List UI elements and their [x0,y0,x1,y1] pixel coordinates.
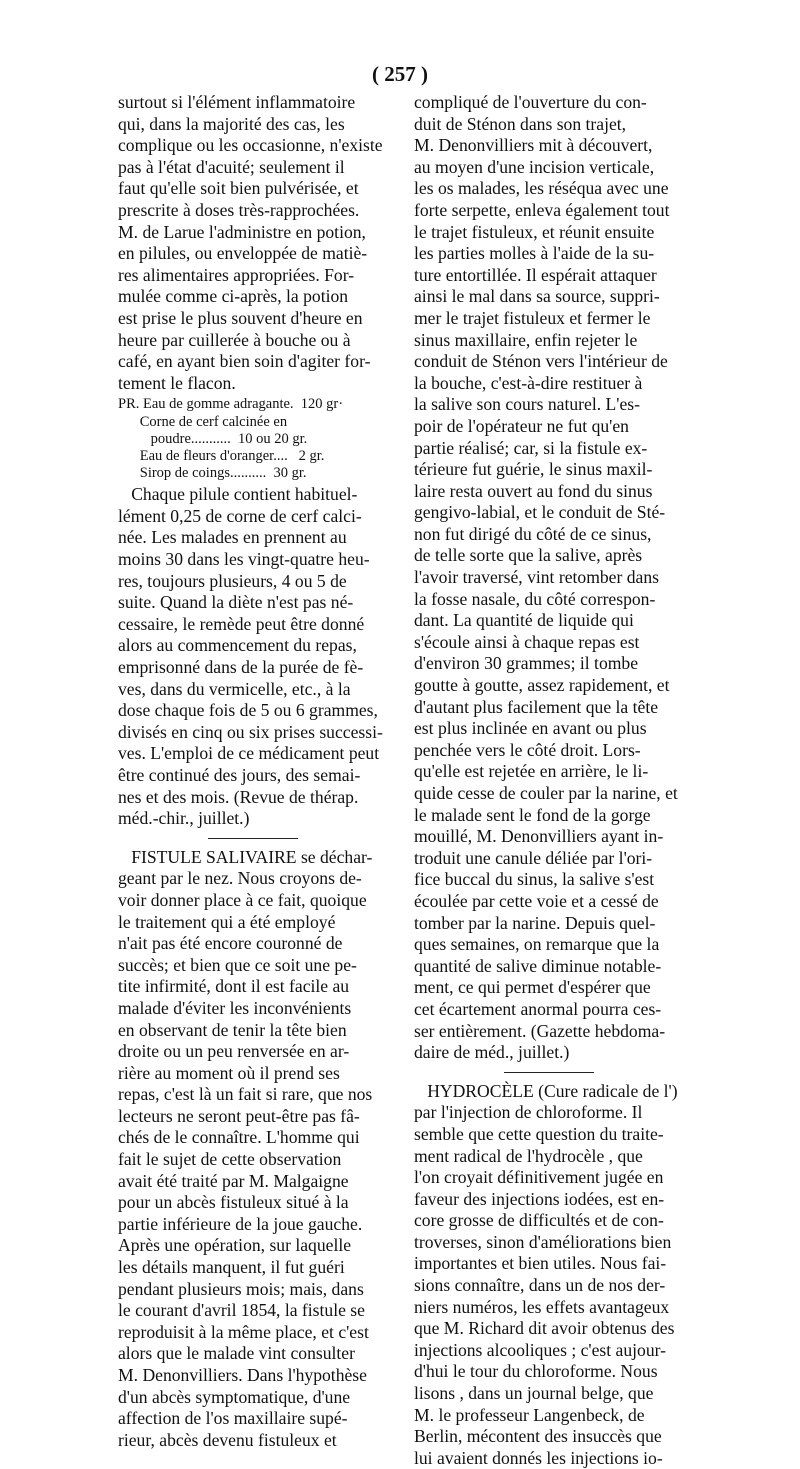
text-line: M. le professeur Langenbeck, de [414,1404,645,1425]
text-line: au moyen d'une incision verticale, [414,156,655,177]
text-line: chés de le connaître. L'homme qui [118,1127,360,1148]
text-line: l'on croyait définitivement jugée en [414,1167,664,1188]
text-line: malade d'éviter les inconvénients [118,997,352,1018]
text-line: ment radical de l'hydrocèle , que [414,1145,643,1166]
text-line: s'écoule ainsi à chaque repas est [414,631,640,652]
text-line: M. de Larue l'administre en potion, [118,221,366,242]
text-line: cessaire, le remède peut être donné [118,613,365,634]
text-line: moins 30 dans les vingt-quatre heu- [118,549,370,570]
text-line: M. Denonvilliers mit à découvert, [414,135,653,156]
text-line: FISTULE SALIVAIRE se déchar- [118,846,373,867]
page-number: ( 257 ) [372,62,428,86]
text-line: repas, c'est là un fait si rare, que nos [118,1084,373,1105]
text-line: res alimentaires appropriées. For- [118,264,355,285]
text-line: prescrite à doses très-rapprochées. [118,199,360,220]
text-line: écoulée par cette voie et a cessé de [414,890,659,911]
text-line: faut qu'elle soit bien pulvérisée, et [118,178,359,199]
text-line: rière au moment où il prend ses [118,1062,340,1083]
text-line: conduit de Sténon vers l'intérieur de [414,351,668,372]
recipe-formula [118,396,390,482]
text-line: sions connaître, dans un de nos der- [414,1275,666,1296]
text-line: voir donner place à ce fait, quoique [118,889,367,910]
text-line: n'ait pas été encore couronné de [118,933,343,954]
text-line: le malade sent le fond de la gorge [414,804,651,825]
text-line: alors que le malade vint consulter [118,1343,355,1364]
text-line: poudre........... 10 ou 20 gr. [118,430,308,447]
text-line: quide cesse de couler par la narine, et [414,783,678,803]
text-line: est prise le plus souvent d'heure en [118,307,363,328]
text-line: poir de l'opérateur ne fut qu'en [414,415,629,436]
text-line: nes et des mois. (Revue de thérap. [118,786,359,807]
text-line: res, toujours plusieurs, 4 ou 5 de [118,570,347,591]
text-line: tomber par la narine. Depuis quel- [414,912,656,933]
text-line: mouillé, M. Denonvilliers ayant in- [414,826,664,847]
text-line: d'hui le tour du chloroforme. Nous [414,1361,658,1382]
text-line: pour un abcès fistuleux situé à la [118,1192,349,1213]
text-line: divisés en cinq ou six prises successi- [118,721,383,742]
text-line: affection de l'os maxillaire supé- [118,1408,348,1429]
text-line: niers numéros, les effets avantageux [414,1296,670,1317]
paragraph-remedy [118,92,390,394]
text-line: faveur des injections iodées, est en- [414,1188,665,1209]
right-column [414,92,684,1469]
text-line: lément 0,25 de corne de cerf calci- [118,505,362,526]
text-line: par l'injection de chloroforme. Il [414,1102,643,1123]
text-line: qu'elle est rejetée en arrière, le li- [414,761,649,782]
text-line: partie inférieure de la joue gauche. [118,1213,363,1234]
text-line: laire resta ouvert au fond du sinus [414,480,653,501]
text-line: HYDROCÈLE (Cure radicale de l') [414,1080,678,1101]
text-line: lisons , dans un journal belge, que [414,1383,654,1404]
text-line: mulée comme ci-après, la potion [118,286,349,307]
article-hydrocele [414,1081,684,1469]
text-line: ques semaines, on remarque que la [414,934,660,955]
text-line: le trajet fistuleux, et réunit ensuite [414,221,655,242]
text-line: le traitement qui a été employé [118,911,336,932]
text-line: qui, dans la majorité des cas, les [118,113,345,134]
text-line: surtout si l'élément inflammatoire [118,92,356,112]
text-line: en pilules, ou enveloppée de matiè- [118,243,368,264]
text-line: fait le sujet de cette observation [118,1149,342,1170]
text-line: dant. La quantité de liquide qui [414,610,634,631]
text-line: de telle sorte que la salive, après [414,545,643,566]
text-line: core grosse de difficultés et de con- [414,1210,664,1231]
text-line: importantes et bien utiles. Nous fai- [414,1253,667,1274]
text-line: être continué des jours, des semai- [118,764,361,785]
text-line: quantité de salive diminue notable- [414,955,662,976]
text-line: penchée vers le côté droit. Lors- [414,739,641,760]
text-line: Eau de fleurs d'oranger.... 2 gr. [118,447,325,464]
text-line: heure par cuillerée à bouche ou à [118,329,351,350]
text-line: ture entortillée. Il espérait attaquer [414,264,657,285]
text-line: M. Denonvilliers. Dans l'hypothèse [118,1365,367,1385]
text-line: Après une opération, sur laquelle [118,1235,352,1256]
text-line: droite ou un peu renversée en ar- [118,1041,350,1062]
text-line: emprisonné dans de la purée de fè- [118,657,364,677]
text-line: geant par le nez. Nous croyons de- [118,868,362,889]
text-line: Sirop de coings.......... 30 gr. [118,465,307,482]
paragraph-operation [414,92,684,1064]
text-line: suite. Quand la diète n'est pas né- [118,592,354,613]
text-line: Corne de cerf calcinée en [118,413,288,430]
text-line: daire de méd., juillet.) [414,1042,570,1063]
text-line: sinus maxillaire, enfin rejeter le [414,329,638,350]
text-line: tite infirmité, dont il est facile au [118,976,350,997]
text-line: ves, dans du vermicelle, etc., à la [118,678,351,699]
text-line: ment, ce qui permet d'espérer que [414,977,651,998]
text-line: reproduisit à la même place, et c'est [118,1321,369,1342]
text-line: née. Les malades en prennent au [118,527,347,548]
text-line: cet écartement anormal pourra ces- [414,998,662,1019]
text-line: non fut dirigé du côté de ce sinus, [414,523,652,544]
text-line: forte serpette, enleva également tout [414,199,670,220]
text-line: ves. L'emploi de ce médicament peut [118,743,380,764]
text-line: duit de Sténon dans son trajet, [414,113,627,134]
text-line: partie réalisé; car, si la fistule ex- [414,437,648,458]
text-line: tement le flacon. [118,372,236,393]
text-line: goutte à goutte, assez rapidement, et [414,675,670,696]
text-line: fice buccal du sinus, la salive s'est [414,869,655,890]
text-line: d'environ 30 grammes; il tombe [414,653,639,674]
text-line: complique ou les occasionne, n'existe [118,135,383,156]
text-line: la salive son cours naturel. L'es- [414,394,640,415]
section-divider [208,838,298,839]
text-line: lui avaient donnés les injections io- [414,1447,663,1468]
text-line: mer le trajet fistuleux et fermer le [414,307,651,328]
section-divider [504,1072,594,1073]
text-line: injections alcooliques ; c'est aujour- [414,1339,666,1360]
text-line: troverses, sinon d'améliorations bien [414,1231,672,1252]
text-line: pas à l'état d'acuité; seulement il [118,156,345,177]
text-line: térieure fut guérie, le sinus maxil- [414,459,653,480]
text-line: semble que cette question du traite- [414,1123,664,1144]
text-line: Chaque pilule contient habituel- [118,484,358,505]
text-line: PR. Eau de gomme adragante. 120 gr· [118,396,344,413]
text-line: est plus inclinée en avant ou plus [414,718,647,739]
text-line: les détails manquent, il fut guéri [118,1257,345,1278]
text-line: la fosse nasale, du côté correspon- [414,588,656,609]
text-line: troduit une canule déliée par l'ori- [414,847,653,868]
text-line: gengivo-labial, et le conduit de Sté- [414,502,666,523]
text-line: ainsi le mal dans sa source, suppri- [414,286,660,307]
text-line: d'autant plus facilement que la tête [414,696,659,717]
text-line: alors au commencement du repas, [118,635,357,656]
text-line: la bouche, c'est-à-dire restituer à [414,372,643,393]
text-line: ser entièrement. (Gazette hebdoma- [414,1020,666,1041]
text-line: lecteurs ne seront peut-être pas fâ- [118,1105,360,1126]
text-line: Berlin, mécontent des insuccès que [414,1426,662,1447]
text-line: le courant d'avril 1854, la fistule se [118,1300,365,1321]
text-line: les os malades, les réséqua avec une [414,178,669,199]
text-line: café, en ayant bien soin d'agiter for- [118,351,371,372]
text-line: dose chaque fois de 5 ou 6 grammes, [118,700,378,721]
left-column [118,92,390,1451]
text-line: l'avoir traversé, vint retomber dans [414,567,659,588]
text-line: méd.-chir., juillet.) [118,808,250,829]
text-line: pendant plusieurs mois; mais, dans [118,1278,364,1299]
text-line: avait été traité par M. Malgaigne [118,1170,349,1191]
text-line: compliqué de l'ouverture du con- [414,92,647,112]
text-line: que M. Richard dit avoir obtenus des [414,1318,675,1339]
text-line: les parties molles à l'aide de la su- [414,243,655,264]
text-line: succès; et bien que ce soit une pe- [118,954,357,975]
text-line: rieur, abcès devenu fistuleux et [118,1429,337,1450]
paragraph-pills [118,484,390,830]
text-line: d'un abcès symptomatique, d'une [118,1386,351,1407]
article-fistule-salivaire [118,847,390,1452]
text-line: en observant de tenir la tête bien [118,1019,347,1040]
